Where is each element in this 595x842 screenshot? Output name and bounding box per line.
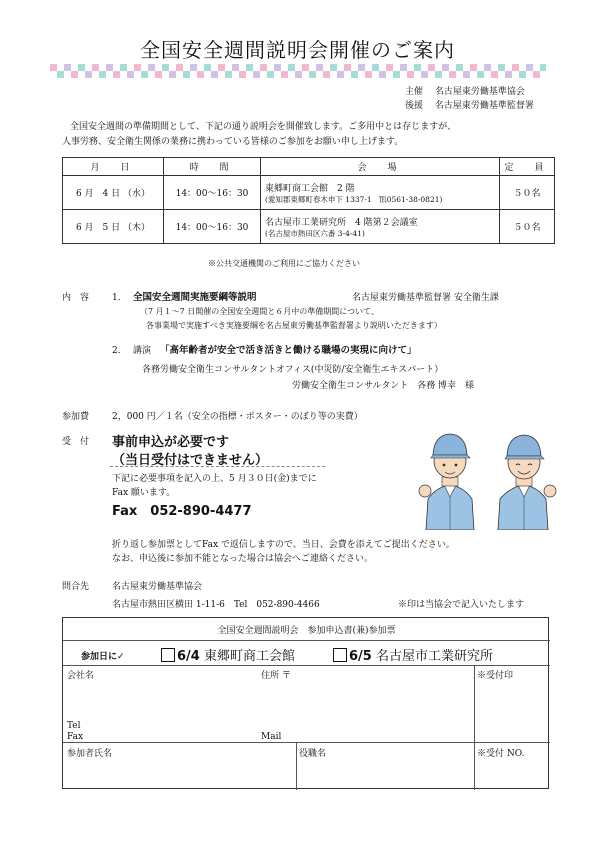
cell-time: 14：00〜16：30 — [164, 176, 261, 210]
after-note-1: 折り返し参加票としてFax で返信しますので、当日、会費を添えてご提出ください。 — [112, 540, 455, 550]
venue-address: (愛知郡東郷町春木申下 1337-1 ℡0561-38-0821) — [265, 194, 443, 204]
deco-square — [491, 71, 498, 78]
deco-square — [127, 71, 134, 78]
deco-square — [358, 64, 365, 71]
deco-square — [372, 64, 379, 71]
col-header-venue: 会 場 — [261, 158, 500, 176]
venue-address: (名古屋市熱田区六番 3-4-41) — [265, 228, 365, 238]
deco-square — [134, 64, 141, 71]
sponsor-name: 名古屋東労働基準監督署 — [434, 101, 534, 111]
deco-square — [225, 71, 232, 78]
deco-square — [106, 64, 113, 71]
venue-name: 名古屋市工業研究所 4 階第２会議室 — [265, 217, 418, 228]
cell-time: 14：00〜16：30 — [164, 210, 261, 244]
content-item-2-person: 労働安全衛生コンサルタント 各務 博幸 様 — [292, 381, 475, 391]
deco-square — [498, 64, 505, 71]
deco-square — [379, 71, 386, 78]
reception-emphasis-1: 事前申込が必要です — [112, 435, 230, 450]
deco-square — [351, 71, 358, 78]
deco-square — [533, 71, 540, 78]
venue-name: 東郷町商工会館 2 階 — [265, 183, 355, 194]
page-title: 全国安全週間説明会開催のご案内 — [140, 38, 455, 62]
deco-square — [449, 71, 456, 78]
form-title: 全国安全週間説明会 参加申込書(兼)参加票 — [217, 626, 396, 636]
reception-instruction-2: Fax 願います。 — [112, 488, 176, 498]
cell-venue — [261, 210, 500, 244]
col-header-time: 時 間 — [164, 158, 261, 176]
sponsor-label: 後援 — [405, 101, 424, 111]
deco-square — [141, 71, 148, 78]
deco-square — [176, 64, 183, 71]
deco-square — [337, 71, 344, 78]
deco-square — [526, 64, 533, 71]
deco-square — [421, 71, 428, 78]
content-item-1-number: 1． — [112, 293, 127, 303]
application-form — [62, 617, 549, 789]
fee-label: 参加費 — [62, 412, 90, 422]
reception-instruction-1: 下記に必要事項を記入の上、5 月３０日(金)までに — [112, 474, 317, 484]
deco-square — [442, 64, 449, 71]
schedule-header-row — [63, 158, 555, 176]
deco-square — [99, 71, 106, 78]
content-item-2-org: 各務労働安全衛生コンサルタントオフィス(中災防/安全衛生エキスパート） — [142, 365, 444, 375]
reception-number-label: ※受付 NO. — [477, 749, 525, 759]
deco-square — [330, 64, 337, 71]
deco-square — [64, 64, 71, 71]
deco-square — [232, 64, 239, 71]
reception-label: 受 付 — [62, 437, 90, 447]
sponsor-supporter — [405, 98, 534, 111]
contact-address: 名古屋市熱田区横田 1-11-6 Tel 052-890-4466 — [112, 600, 320, 610]
content-item-1-desc-2: 各事業場で実施すべき実施要綱を名古屋東労働基準監督署より説明いただきます） — [146, 321, 442, 330]
cell-date: 6 月 5 日 （木） — [63, 210, 164, 244]
checkbox-june-4[interactable] — [161, 648, 175, 662]
option-date: 6/5 — [349, 649, 372, 664]
deco-square — [365, 71, 372, 78]
content-item-1-title: 全国安全週間実施要綱等説明 — [133, 292, 257, 303]
worker-right — [498, 435, 556, 530]
deco-square — [505, 71, 512, 78]
deco-square — [267, 71, 274, 78]
deco-square — [470, 64, 477, 71]
deco-square — [50, 64, 57, 71]
contact-label: 問合先 — [62, 582, 90, 592]
position-label: 役職名 — [299, 749, 327, 759]
deco-square — [218, 64, 225, 71]
tel-field-label: Tel — [67, 721, 81, 731]
intro-line-2: 人事労務、安全衛生関係の業務に携わっている皆様のご参加をお願い申し上げます。 — [62, 137, 404, 147]
deco-square — [428, 64, 435, 71]
content-item-1-speaker: 名古屋東労働基準監督署 安全衛生課 — [352, 293, 499, 303]
deco-square — [155, 71, 162, 78]
content-item-1-desc-1: （7 月１～7 日開催の全国安全週間と６月中の準備期間について、 — [140, 307, 379, 316]
address-field-label: 住所 〒 — [261, 671, 291, 681]
worker-left — [419, 434, 474, 530]
schedule-table — [62, 157, 555, 244]
deco-square — [386, 64, 393, 71]
content-item-2-title: 「高年齢者が安全で活き活きと働ける職場の実現に向けて」 — [160, 345, 417, 356]
deco-square — [435, 71, 442, 78]
deco-square — [519, 71, 526, 78]
cell-venue — [261, 176, 500, 210]
deco-square — [323, 71, 330, 78]
col-header-capacity: 定 員 — [500, 158, 555, 176]
transport-note: ※公共交通機関のご利用にご協力ください — [208, 259, 360, 268]
deco-square — [540, 64, 546, 71]
after-note-2: なお、申込後に参加不能となった場合は協会へご連絡ください。 — [112, 554, 374, 564]
deco-square — [162, 64, 169, 71]
content-item-2-prefix: 講演 — [133, 346, 152, 356]
deco-square — [197, 71, 204, 78]
deco-square — [393, 71, 400, 78]
deco-square — [204, 64, 211, 71]
deco-square — [407, 71, 414, 78]
deco-square — [400, 64, 407, 71]
option-venue: 名古屋市工業研究所 — [375, 649, 493, 664]
content-label: 内 容 — [62, 293, 90, 303]
deco-square — [71, 71, 78, 78]
mail-field-label: Mail — [261, 732, 282, 742]
deco-square — [183, 71, 190, 78]
deco-square — [169, 71, 176, 78]
option-date: 6/4 — [177, 649, 200, 664]
deco-square — [309, 71, 316, 78]
sponsor-organizer — [405, 84, 525, 97]
deco-square — [316, 64, 323, 71]
deco-square — [484, 64, 491, 71]
choose-date-label: 参加日に✓ — [81, 652, 125, 662]
cell-capacity: ５０名 — [500, 210, 555, 244]
deco-square — [190, 64, 197, 71]
fax-number: Fax 052-890-4477 — [112, 504, 252, 519]
table-row — [63, 210, 555, 244]
deco-square — [512, 64, 519, 71]
deco-square — [148, 64, 155, 71]
decorative-checker-band — [50, 64, 546, 78]
deco-square — [414, 64, 421, 71]
reception-emphasis-2: （当日受付はできません） — [112, 453, 269, 468]
deco-square — [274, 64, 281, 71]
deco-square — [456, 64, 463, 71]
cell-capacity: ５０名 — [500, 176, 555, 210]
emphasis-underline — [110, 466, 325, 467]
deco-square — [302, 64, 309, 71]
deco-square — [253, 71, 260, 78]
deco-square — [113, 71, 120, 78]
office-use-note: ※印は当協会で記入いたします — [398, 600, 525, 610]
fax-field-label: Fax — [67, 732, 84, 742]
cell-date: 6 月 4 日 （水） — [63, 176, 164, 210]
deco-square — [260, 64, 267, 71]
deco-square — [463, 71, 470, 78]
sponsor-label: 主催 — [405, 87, 424, 97]
attendee-name-label: 参加者氏名 — [67, 749, 113, 759]
deco-square — [295, 71, 302, 78]
deco-square — [57, 71, 64, 78]
deco-square — [92, 64, 99, 71]
table-row — [63, 176, 555, 210]
company-field-label: 会社名 — [67, 671, 95, 681]
fee-text: 2，000 円／１名（安全の指標・ポスター・のぼり等の実費） — [112, 412, 363, 422]
deco-square — [281, 71, 288, 78]
deco-square — [211, 71, 218, 78]
deco-square — [120, 64, 127, 71]
deco-square — [344, 64, 351, 71]
sponsor-name: 名古屋東労働基準協会 — [434, 87, 525, 97]
option-june-4[interactable] — [161, 645, 295, 664]
option-venue: 東郷町商工会館 — [203, 649, 295, 664]
deco-square — [477, 71, 484, 78]
col-header-date: 月 日 — [63, 158, 164, 176]
reception-stamp-label: ※受付印 — [477, 671, 514, 681]
deco-square — [85, 71, 92, 78]
deco-square — [239, 71, 246, 78]
checkbox-june-5[interactable] — [333, 648, 347, 662]
intro-line-1: 全国安全週間の準備期間として、下記の通り説明会を開催致します。ご多用中とは存じますが、 — [70, 122, 457, 132]
deco-square — [246, 64, 253, 71]
deco-square — [78, 64, 85, 71]
deco-square — [288, 64, 295, 71]
content-item-2-number: 2． — [112, 346, 127, 356]
contact-org: 名古屋東労働基準協会 — [112, 582, 203, 592]
option-june-5[interactable] — [333, 645, 493, 664]
workers-illustration — [418, 425, 558, 530]
